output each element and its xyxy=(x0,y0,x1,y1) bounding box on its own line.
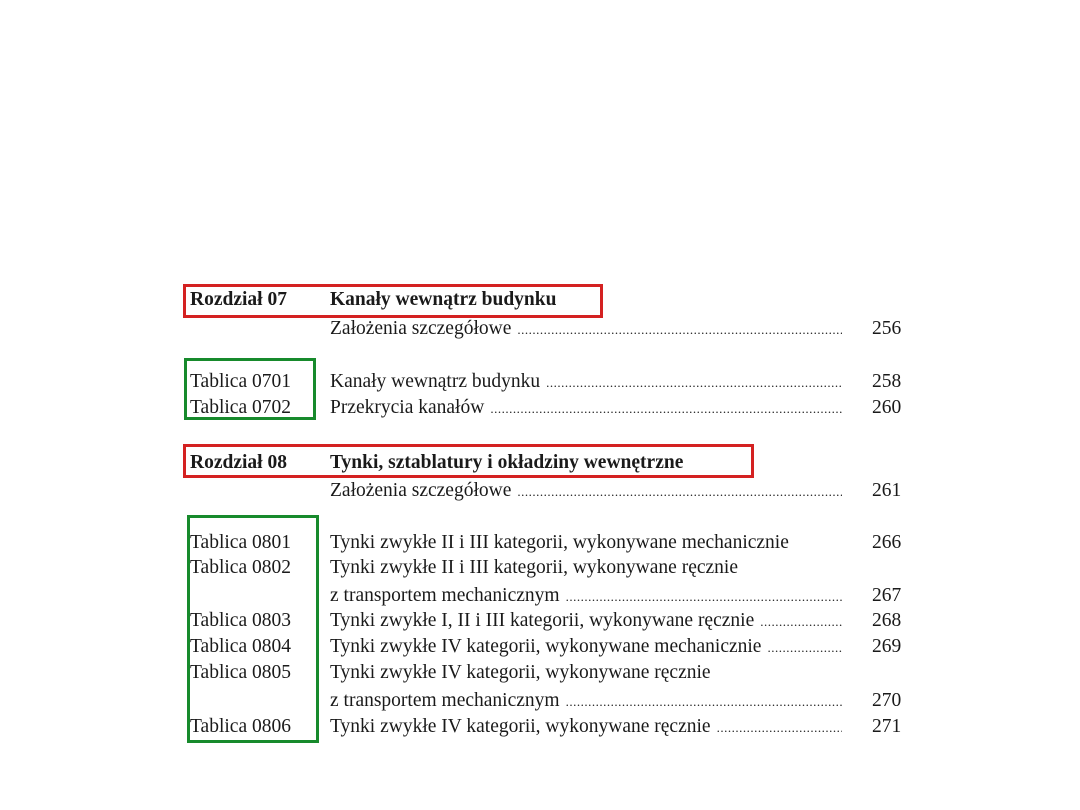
page-number: 270 xyxy=(872,690,902,711)
dot-leader xyxy=(517,316,842,343)
chapter-title: Kanały wewnątrz budynku xyxy=(330,289,557,310)
dot-leader xyxy=(490,395,842,422)
entry-text: Przekrycia kanałów xyxy=(330,395,490,422)
page-number: 256 xyxy=(872,318,902,339)
entry-text: Założenia szczegółowe xyxy=(330,478,517,505)
dot-leader xyxy=(566,583,842,610)
page-number: 268 xyxy=(872,610,902,631)
entry-text: Kanały wewnątrz budynku xyxy=(330,369,546,396)
chapter-label: Rozdział 08 xyxy=(190,452,287,473)
table-label: Tablica 0803 xyxy=(190,610,291,631)
dot-leader xyxy=(566,688,842,715)
chapter-highlight-box-08 xyxy=(183,444,754,478)
entry-text: Tynki zwykłe IV kategorii, wykonywane ręcznie xyxy=(330,714,717,741)
table-label: Tablica 0701 xyxy=(190,371,291,392)
entry-text: Tynki zwykłe IV kategorii, wykonywane ręcznie xyxy=(330,662,711,683)
entry-text: Tynki zwykłe II i III kategorii, wykonywane ręcznie xyxy=(330,557,738,578)
dot-leader xyxy=(517,478,842,505)
dot-leader xyxy=(767,634,842,661)
chapter-highlight-box-07 xyxy=(183,284,603,318)
chapter-title: Tynki, sztablatury i okładziny wewnętrzne xyxy=(330,452,684,473)
dot-leader xyxy=(546,369,842,396)
page-number: 269 xyxy=(872,636,902,657)
page-number: 261 xyxy=(872,480,902,501)
page-number: 267 xyxy=(872,585,902,606)
table-label: Tablica 0802 xyxy=(190,557,291,578)
entry-text: Tynki zwykłe IV kategorii, wykonywane mechanicznie xyxy=(330,634,767,661)
page-number: 258 xyxy=(872,371,902,392)
page-number: 260 xyxy=(872,397,902,418)
dot-leader xyxy=(760,608,842,635)
entry-text: Tynki zwykłe II i III kategorii, wykonywane mechanicznie xyxy=(330,532,789,553)
table-label: Tablica 0702 xyxy=(190,397,291,418)
table-label: Tablica 0806 xyxy=(190,716,291,737)
entry-text-continued: z transportem mechanicznym xyxy=(330,688,566,715)
entry-text-continued: z transportem mechanicznym xyxy=(330,583,566,610)
page-number: 271 xyxy=(872,716,902,737)
table-label: Tablica 0805 xyxy=(190,662,291,683)
table-label: Tablica 0804 xyxy=(190,636,291,657)
entry-text: Założenia szczegółowe xyxy=(330,316,517,343)
table-highlight-box-07 xyxy=(184,358,316,420)
chapter-label: Rozdział 07 xyxy=(190,289,287,310)
dot-leader xyxy=(717,714,842,741)
table-highlight-box-08 xyxy=(187,515,319,743)
entry-text: Tynki zwykłe I, II i III kategorii, wykonywane ręcznie xyxy=(330,608,760,635)
table-label: Tablica 0801 xyxy=(190,532,291,553)
page-number: 266 xyxy=(872,532,902,553)
